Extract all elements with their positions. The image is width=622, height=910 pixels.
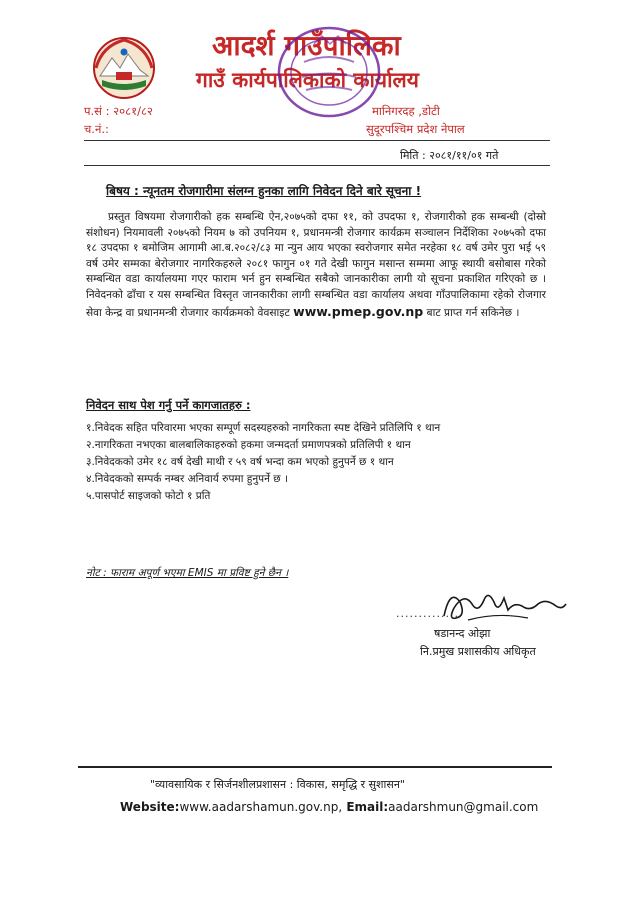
email-label: Email: bbox=[346, 800, 389, 814]
header-divider bbox=[84, 140, 550, 141]
email-link[interactable]: aadarshmun@gmail.com bbox=[388, 800, 539, 814]
office-stamp-seal-icon bbox=[274, 22, 384, 122]
list-item: ३.निवेदकको उमेर १८ वर्ष देखी माथी र ५९ वर्ष भन्दा कम भएको हुनुपर्ने छ १ थान bbox=[86, 456, 394, 468]
notice-body bbox=[86, 210, 546, 321]
address-line-2: सुदूरपश्चिम प्रदेश नेपाल bbox=[366, 122, 465, 136]
list-item: ४.निवेदकको सम्पर्क नम्बर अनिवार्य रुपमा हुनुपर्ने छ । bbox=[86, 473, 288, 485]
footer-divider bbox=[78, 766, 552, 768]
footer-contact bbox=[120, 800, 538, 814]
list-item: १.निवेदक सहित परिवारमा भएका सम्पूर्ण सदस्यहरुको नागरिकता स्पष्ट देखिने प्रतिलिपि १ थान bbox=[86, 422, 441, 434]
dispatch-no: च.नं.: bbox=[84, 122, 109, 136]
nepal-emblem-icon bbox=[92, 36, 156, 100]
pmep-website-link[interactable]: www.pmep.gov.np bbox=[293, 303, 424, 319]
documents-heading: निवेदन साथ पेश गर्नु पर्ने कागजातहरु : bbox=[86, 398, 251, 412]
body-paragraph-end: बाट प्राप्त गर्न सकिनेछ । bbox=[423, 306, 520, 319]
address-line-1: मानिगरदह ,डोटी bbox=[372, 104, 440, 118]
list-item: ५.पासपोर्ट साइजको फोटो १ प्रति bbox=[86, 490, 211, 502]
office-subtitle: गाउँ कार्यपालिकाको कार्यालय bbox=[196, 68, 419, 92]
signature-line: .............. bbox=[396, 607, 459, 620]
website-link[interactable]: www.aadarshamun.gov.np, bbox=[179, 800, 343, 814]
note-text: नोट : फाराम अपूर्ण भएमा EMIS मा प्रविष्ट हुने छैन । bbox=[86, 567, 289, 579]
body-paragraph: प्रस्तुत विषयमा रोजगारीको हक सम्बन्धि ऐन,२०७५को दफा ११, को उपदफा १, रोजगारीको हक सम्बन्धी (दोस्रो संशोधन) नियमावली २०७५को नियम ७ को उपनियम १, प्रधानमन्त्री रोजगार कार्यक्रम सञ्चालन निर्देशिका २०७५को दफा १८ उपदफा १ बमोजिम आगामी आ.ब.२०८२/८३ मा न्युन आय भएका स्वरोजगार समेत नरहेका १८ वर्ष उमेर पुरा भई ५९ वर्ष उमेर सम्मका बेरोजगार नागरिकहरुले २०८१ फागुन ०१ गते देखी फागुन मसान्त सम्ममा आफू स्थायी बसोबास गरेको सम्बन्धित वडा कार्यालयमा गएर फाराम भर्न हुन सम्बन्धित सबैको जानकारीका लागी यो सूचना प्रकाशित गरिएको छ । निवेदनको ढाँचा र यस सम्बन्धित विस्तृत जानकारीका लागी सम्बन्धित वडा कार्यालय अथवा गाँउपालिकामा रहेको रोजगार सेवा केन्द्र वा प्रधानमन्त्री रोजगार कार्यक्रमको वेवसाइट bbox=[86, 211, 546, 319]
list-item: २.नागरिकता नभएका बालबालिकाहरुको हकमा जन्मदर्ता प्रमाणपत्रको प्रतिलिपी १ थान bbox=[86, 439, 411, 451]
signatory-title: नि.प्रमुख प्रशासकीय अधिकृत bbox=[420, 645, 536, 658]
date-divider bbox=[84, 165, 550, 166]
office-name: आदर्श गाउँपालिका bbox=[212, 29, 401, 62]
notice-subject: बिषय : न्यूनतम रोजगारीमा संलग्न हुनका लागि निवेदन दिने बारे सूचना ! bbox=[106, 184, 422, 198]
documents-list bbox=[86, 420, 556, 505]
letter-ref-no: प.सं : २०८१/८२ bbox=[84, 104, 153, 118]
footer-slogan: "व्यावसायिक र सिर्जनशीलप्रशासन : विकास, समृद्धि र सुशासन" bbox=[150, 778, 405, 791]
website-label: Website: bbox=[120, 800, 180, 814]
signatory-name: षडानन्द ओझा bbox=[434, 627, 491, 640]
letter-date: मिति : २०८१/११/०१ गते bbox=[400, 149, 499, 162]
